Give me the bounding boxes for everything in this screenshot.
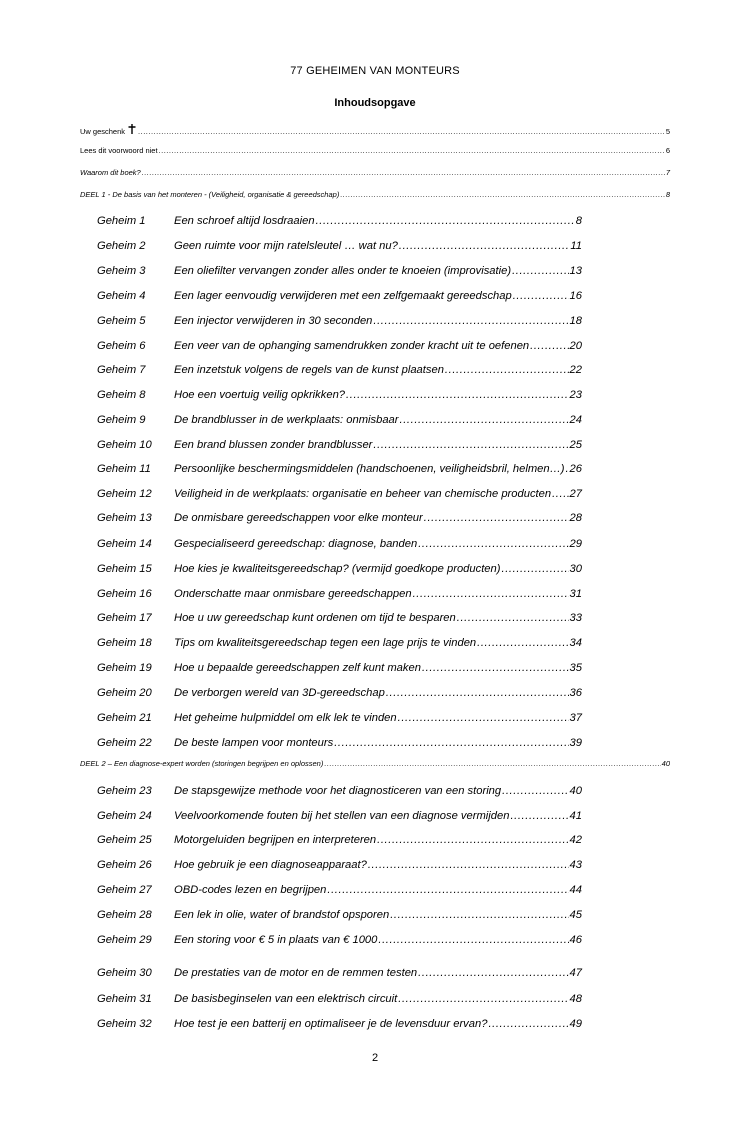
toc-entry-page: 49 xyxy=(569,1018,582,1030)
toc-entry-title: Een injector verwijderen in 30 seconden xyxy=(174,315,373,327)
geheim-label: Geheim 14 xyxy=(97,538,152,550)
toc-entry-page: 31 xyxy=(569,588,582,600)
geheim-label: Geheim 31 xyxy=(97,993,152,1005)
toc-entry-title: Veiligheid in de werkplaats: organisatie en beheer van chemische producten xyxy=(174,488,552,500)
toc-entry-title: De basisbeginselen van een elektrisch circuit xyxy=(174,993,398,1005)
toc-entry[interactable] xyxy=(174,364,582,376)
geheim-label: Geheim 26 xyxy=(97,859,152,871)
dot-leader xyxy=(413,588,569,600)
toc-entry-page: 36 xyxy=(569,687,582,699)
geheim-label: Geheim 3 xyxy=(97,265,146,277)
dot-leader xyxy=(390,909,568,921)
toc-entry[interactable] xyxy=(174,588,582,600)
toc-entry[interactable] xyxy=(174,712,582,724)
toc-entry-page: 44 xyxy=(569,884,582,896)
toc-entry-page: 27 xyxy=(569,488,582,500)
toc-heading: Inhoudsopgave xyxy=(334,97,416,109)
dot-leader xyxy=(502,785,568,797)
dot-leader xyxy=(552,488,568,500)
geheim-label: Geheim 32 xyxy=(97,1018,152,1030)
geheim-label: Geheim 24 xyxy=(97,810,152,822)
toc-entry-page: 11 xyxy=(570,240,582,252)
toc-part-page: 8 xyxy=(665,190,670,199)
geheim-label: Geheim 2 xyxy=(97,240,146,252)
geheim-label: Geheim 16 xyxy=(97,588,152,600)
toc-entry-title: Een brand blussen zonder brandblusser xyxy=(174,439,373,451)
toc-entry-page: 41 xyxy=(569,810,582,822)
dot-leader xyxy=(530,340,568,352)
toc-entry-page: 22 xyxy=(569,364,582,376)
toc-entry[interactable] xyxy=(174,488,582,500)
dot-leader xyxy=(346,389,569,401)
toc-entry-page: 28 xyxy=(569,512,582,524)
dot-leader xyxy=(340,190,665,199)
toc-entry-page: 13 xyxy=(569,265,582,277)
toc-part-title: DEEL 1 - De basis van het monteren - (Veiligheid, organisatie & gereedschap) xyxy=(80,190,340,199)
dot-leader xyxy=(477,637,568,649)
geheim-label: Geheim 29 xyxy=(97,934,152,946)
dot-leader xyxy=(377,834,568,846)
geheim-label: Geheim 7 xyxy=(97,364,146,376)
toc-entry-title: Een lager eenvoudig verwijderen met een zelfgemaakt gereedschap xyxy=(174,290,512,302)
geheim-label: Geheim 27 xyxy=(97,884,152,896)
toc-part-title: DEEL 2 – Een diagnose-expert worden (storingen begrijpen en oplossen) xyxy=(80,759,324,768)
toc-entry[interactable] xyxy=(174,538,582,550)
toc-entry[interactable] xyxy=(174,563,582,575)
toc-entry[interactable] xyxy=(174,687,582,699)
geheim-label: Geheim 28 xyxy=(97,909,152,921)
toc-entry-title: Persoonlijke beschermingsmiddelen (handschoenen, veiligheidsbril, helmen…) xyxy=(174,463,565,475)
toc-entry-title: Een schroef altijd losdraaien xyxy=(174,215,315,227)
dot-leader xyxy=(142,168,665,177)
toc-entry[interactable] xyxy=(174,265,582,277)
toc-part-heading[interactable] xyxy=(80,190,670,199)
dot-leader xyxy=(501,563,568,575)
toc-entry[interactable] xyxy=(174,884,582,896)
toc-entry-page: 45 xyxy=(569,909,582,921)
toc-entry[interactable] xyxy=(174,389,582,401)
toc-entry[interactable] xyxy=(174,240,582,252)
toc-entry[interactable] xyxy=(174,512,582,524)
geheim-label: Geheim 18 xyxy=(97,637,152,649)
toc-entry[interactable] xyxy=(80,168,670,177)
toc-entry-page: 33 xyxy=(569,612,582,624)
toc-entry[interactable] xyxy=(174,737,582,749)
geheim-label: Geheim 11 xyxy=(97,463,151,475)
toc-entry[interactable] xyxy=(174,463,582,475)
dot-leader xyxy=(400,414,569,426)
toc-entry-page: 6 xyxy=(665,146,670,155)
geheim-label: Geheim 20 xyxy=(97,687,152,699)
geheim-label: Geheim 12 xyxy=(97,488,152,500)
toc-entry[interactable] xyxy=(174,290,582,302)
dot-leader xyxy=(386,687,569,699)
toc-entry-page: 16 xyxy=(569,290,582,302)
toc-entry-title: Tips om kwaliteitsgereedschap tegen een lage prijs te vinden xyxy=(174,637,477,649)
toc-entry[interactable] xyxy=(174,859,582,871)
toc-entry-title: Het geheime hulpmiddel om elk lek te vinden xyxy=(174,712,397,724)
geheim-label: Geheim 5 xyxy=(97,315,146,327)
toc-part-heading[interactable] xyxy=(80,759,670,768)
page-number: 2 xyxy=(371,1052,379,1064)
toc-entry[interactable] xyxy=(174,834,582,846)
dot-leader xyxy=(159,146,665,155)
toc-entry-page: 30 xyxy=(569,563,582,575)
dot-leader xyxy=(510,810,568,822)
toc-entry[interactable] xyxy=(174,414,582,426)
geheim-label: Geheim 17 xyxy=(97,612,152,624)
toc-entry-title: Hoe een voertuig veilig opkrikken? xyxy=(174,389,346,401)
dot-leader xyxy=(513,290,569,302)
toc-entry[interactable] xyxy=(174,215,582,227)
toc-entry-title: De onmisbare gereedschappen voor elke monteur xyxy=(174,512,423,524)
toc-entry-page: 46 xyxy=(569,934,582,946)
toc-entry[interactable] xyxy=(174,934,582,946)
toc-entry-page: 42 xyxy=(569,834,582,846)
toc-entry[interactable] xyxy=(174,785,582,797)
dot-leader xyxy=(368,859,569,871)
toc-entry[interactable] xyxy=(174,340,582,352)
toc-entry-page: 20 xyxy=(569,340,582,352)
toc-entry[interactable] xyxy=(174,993,582,1005)
toc-entry[interactable] xyxy=(174,967,582,979)
toc-entry-page: 35 xyxy=(569,662,582,674)
toc-entry-title: Een inzetstuk volgens de regels van de kunst plaatsen xyxy=(174,364,444,376)
toc-entry-page: 7 xyxy=(665,168,670,177)
toc-entry-title: Lees dit voorwoord niet xyxy=(80,146,158,155)
book-title: 77 GEHEIMEN VAN MONTEURS xyxy=(290,65,460,77)
toc-entry-page: 24 xyxy=(569,414,582,426)
toc-entry[interactable] xyxy=(80,124,670,136)
geheim-label: Geheim 15 xyxy=(97,563,152,575)
dot-leader xyxy=(334,737,568,749)
toc-entry-title: Motorgeluiden begrijpen en interpreteren xyxy=(174,834,377,846)
dot-leader xyxy=(398,712,569,724)
toc-entry[interactable] xyxy=(174,439,582,451)
geheim-label: Geheim 4 xyxy=(97,290,146,302)
toc-entry-title: Een veer van de ophanging samendrukken zonder kracht uit te oefenen xyxy=(174,340,530,352)
dot-leader xyxy=(457,612,569,624)
toc-entry-title: Uw geschenk xyxy=(80,127,126,136)
geheim-label: Geheim 19 xyxy=(97,662,152,674)
toc-entry-page: 39 xyxy=(569,737,582,749)
toc-entry-title: Hoe kies je kwaliteitsgereedschap? (vermijd goedkope producten) xyxy=(174,563,501,575)
toc-entry-page: 40 xyxy=(569,785,582,797)
dot-leader xyxy=(316,215,575,227)
toc-entry-page: 47 xyxy=(569,967,582,979)
geheim-label: Geheim 23 xyxy=(97,785,152,797)
dot-leader xyxy=(445,364,569,376)
dot-leader xyxy=(138,127,665,136)
toc-entry-title: Hoe gebruik je een diagnoseapparaat? xyxy=(174,859,367,871)
dot-leader xyxy=(424,512,569,524)
toc-entry[interactable] xyxy=(174,810,582,822)
toc-entry-title: De verborgen wereld van 3D-gereedschap xyxy=(174,687,385,699)
dot-leader xyxy=(327,884,568,896)
toc-entry-page: 18 xyxy=(569,315,582,327)
toc-entry-title: Gespecialiseerd gereedschap: diagnose, banden xyxy=(174,538,418,550)
toc-entry-page: 43 xyxy=(569,859,582,871)
geheim-label: Geheim 25 xyxy=(97,834,152,846)
toc-entry-page: 25 xyxy=(569,439,582,451)
toc-entry-title: Een storing voor € 5 in plaats van € 1000 xyxy=(174,934,378,946)
toc-entry-page: 8 xyxy=(575,215,582,227)
geheim-label: Geheim 30 xyxy=(97,967,152,979)
toc-entry[interactable] xyxy=(174,909,582,921)
dot-leader xyxy=(399,240,570,252)
toc-entry-title: Een oliefilter vervangen zonder alles onder te knoeien (improvisatie) xyxy=(174,265,512,277)
geheim-label: Geheim 8 xyxy=(97,389,146,401)
geheim-label: Geheim 21 xyxy=(97,712,152,724)
geheim-label: Geheim 9 xyxy=(97,414,146,426)
toc-entry[interactable] xyxy=(80,146,670,155)
dot-leader xyxy=(512,265,568,277)
toc-entry-title: De stapsgewijze methode voor het diagnosticeren van een storing xyxy=(174,785,502,797)
dot-leader xyxy=(324,759,660,768)
toc-entry-title: Veelvoorkomende fouten bij het stellen van een diagnose vermijden xyxy=(174,810,510,822)
dot-leader xyxy=(378,934,568,946)
toc-entry-title: De brandblusser in de werkplaats: onmisbaar xyxy=(174,414,399,426)
geheim-label: Geheim 6 xyxy=(97,340,146,352)
toc-entry-title: Hoe u bepaalde gereedschappen zelf kunt maken xyxy=(174,662,421,674)
geheim-label: Geheim 10 xyxy=(97,439,152,451)
toc-entry-title: OBD-codes lezen en begrijpen xyxy=(174,884,327,896)
dot-leader xyxy=(418,538,568,550)
toc-entry-title: Onderschatte maar onmisbare gereedschappen xyxy=(174,588,412,600)
toc-entry[interactable] xyxy=(174,1018,582,1030)
toc-entry-title: Hoe test je een batterij en optimaliseer je de levensduur ervan? xyxy=(174,1018,488,1030)
toc-entry-page: 23 xyxy=(569,389,582,401)
toc-entry-title: Een lek in olie, water of brandstof opsporen xyxy=(174,909,390,921)
dot-leader xyxy=(422,662,569,674)
toc-entry[interactable] xyxy=(174,315,582,327)
toc-entry-title: De beste lampen voor monteurs xyxy=(174,737,334,749)
dot-leader xyxy=(398,993,568,1005)
geheim-label: Geheim 22 xyxy=(97,737,152,749)
toc-entry[interactable] xyxy=(174,612,582,624)
dot-leader xyxy=(566,463,569,475)
toc-entry-page: 37 xyxy=(569,712,582,724)
geheim-label: Geheim 13 xyxy=(97,512,152,524)
toc-part-page: 40 xyxy=(661,759,670,768)
dot-leader xyxy=(373,439,568,451)
toc-entry-title: Waarom dit boek? xyxy=(80,168,141,177)
toc-entry-title: Hoe u uw gereedschap kunt ordenen om tijd te besparen xyxy=(174,612,456,624)
toc-entry-page: 5 xyxy=(665,127,670,136)
toc-entry-page: 34 xyxy=(569,637,582,649)
toc-entry[interactable] xyxy=(174,637,582,649)
geheim-label: Geheim 1 xyxy=(97,215,146,227)
toc-entry[interactable] xyxy=(174,662,582,674)
toc-entry-page: 29 xyxy=(569,538,582,550)
dot-leader xyxy=(488,1018,568,1030)
toc-entry-page: 48 xyxy=(569,993,582,1005)
dot-leader xyxy=(418,967,568,979)
toc-entry-title: De prestaties van de motor en de remmen testen xyxy=(174,967,418,979)
toc-entry-title: Geen ruimte voor mijn ratelsleutel … wat nu? xyxy=(174,240,398,252)
toc-entry-page: 26 xyxy=(569,463,582,475)
cross-icon xyxy=(127,124,137,134)
dot-leader xyxy=(373,315,568,327)
